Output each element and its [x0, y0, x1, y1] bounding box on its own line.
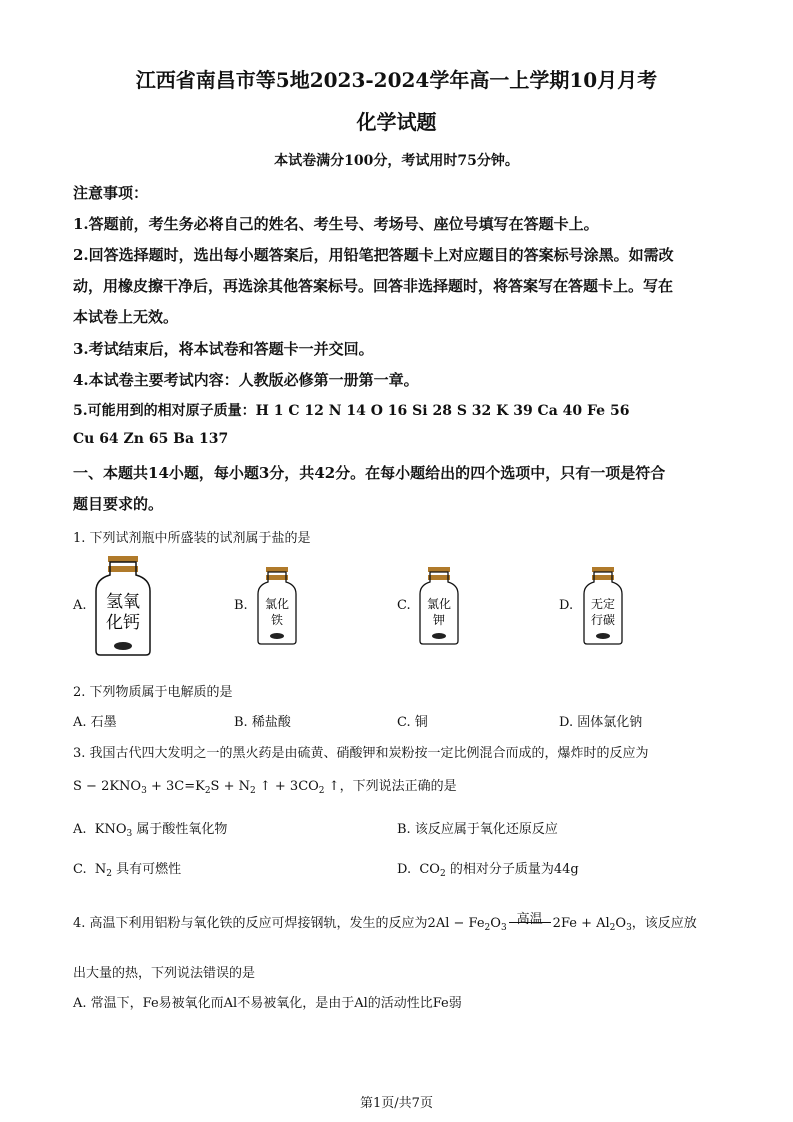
q4-option-a[interactable]: A. 常温下，Fe易被氧化而Al不易被氧化，是由于Al的活动性比Fe弱	[73, 996, 462, 1011]
q3-option-d[interactable]: D. $CO_2$ 的相对分子质量为44g	[397, 862, 579, 879]
q3-stem: 3. 我国古代四大发明之一的黑火药是由硫黄、硝酸钾和炭粉按一定比例混合而成的，爆炸时的反应为	[73, 746, 649, 761]
note-line: 1.答题前，考生务必将自己的姓名、考生号、考场号、座位号填写在答题卡上。	[73, 215, 599, 233]
note-line: 本试卷上无效。	[73, 308, 179, 326]
q4-stem-cont: 出大量的热，下列说法错误的是	[73, 966, 256, 981]
q1-option-b-bottle-icon[interactable]	[256, 566, 298, 646]
q1-option-a-bottle-icon[interactable]	[94, 555, 152, 657]
q3-equation: $S - 2KNO_3 + 3C=K_2S + N_2$ ↑ + $3CO_2$ ↑	[73, 779, 340, 796]
q1-option-d-text2: 行碳	[590, 613, 616, 627]
q3-option-c[interactable]: C. $N_2$ 具有可燃性	[73, 862, 182, 879]
exam-title: 江西省南昌市等5地2023-2024学年高一上学期10月月考	[135, 68, 658, 92]
q3-equation-line	[73, 775, 457, 796]
q3-option-a[interactable]: A. $KNO_3$ 属于酸性氧化物	[73, 822, 228, 839]
q1-option-b-text2: 铁	[270, 613, 284, 627]
q2-stem: 2. 下列物质属于电解质的是	[73, 685, 233, 700]
note-line: 3.考试结束后，将本试卷和答题卡一并交回。	[73, 340, 374, 358]
q1-stem: 1. 下列试剂瓶中所盛装的试剂属于盐的是	[73, 531, 311, 546]
q4-stem-line	[73, 912, 697, 933]
q2-option-a[interactable]: A. 石墨	[73, 715, 117, 730]
q1-option-d-label[interactable]: D.	[559, 598, 574, 613]
note-line: 5.可能用到的相对原子质量：H 1 C 12 N 14 O 16 Si 28 S 32 K 39 Ca 40 Fe 56	[73, 403, 630, 419]
q1-option-c-text2: 钾	[432, 613, 446, 627]
q1-option-a-text2: 化钙	[106, 613, 140, 633]
note-line: 4.本试卷主要考试内容：人教版必修第一册第一章。	[73, 371, 419, 389]
notes-heading: 注意事项：	[73, 184, 149, 202]
q1-option-b-text1: 氯化	[264, 597, 290, 611]
q1-option-b-label[interactable]: B.	[234, 598, 248, 613]
note-line: 2.回答选择题时，选出每小题答案后，用铅笔把答题卡上对应题目的答案标号涂黑。如需改	[73, 246, 674, 264]
section-heading: 一、本题共14小题，每小题3分，共42分。在每小题给出的四个选项中，只有一项是符合	[73, 464, 666, 482]
exam-info: 本试卷满分100分，考试用时75分钟。	[274, 153, 519, 169]
note-line: 动，用橡皮擦干净后，再选涂其他答案标号。回答非选择题时，将答案写在答题卡上。写在	[73, 277, 674, 295]
q1-option-c-label[interactable]: C.	[397, 598, 411, 613]
q3-formula-co2: $CO_2$	[419, 862, 446, 879]
q1-option-c-text1: 氯化	[426, 597, 452, 611]
q2-option-d[interactable]: D. 固体氯化钠	[559, 715, 643, 730]
q3-formula-n2: $N_2$	[94, 862, 112, 879]
note-line: Cu 64 Zn 65 Ba 137	[73, 431, 229, 447]
q4-equation: $2Al - Fe_2O_3$ 高温 $2Fe + Al_2O_3$	[428, 916, 632, 933]
q1-option-a-text1: 氢氧	[106, 592, 140, 612]
q4-condition: 高温	[516, 912, 543, 927]
q1-option-d-text1: 无定	[590, 597, 616, 611]
page-number: 第1页/共7页	[360, 1096, 433, 1111]
exam-subtitle: 化学试题	[356, 110, 437, 134]
q4-stem-tail: ，该反应放	[631, 916, 697, 931]
section-heading-cont: 题目要求的。	[73, 495, 164, 513]
q1-option-d-bottle-icon[interactable]	[582, 566, 624, 646]
q1-option-a-label[interactable]: A.	[73, 598, 87, 613]
q2-option-c[interactable]: C. 铜	[397, 715, 428, 730]
q1-option-c-bottle-icon[interactable]	[418, 566, 460, 646]
q3-option-b[interactable]: B. 该反应属于氧化还原反应	[397, 822, 558, 837]
q2-option-b[interactable]: B. 稀盐酸	[234, 715, 291, 730]
q4-stem: 4. 高温下利用铝粉与氧化铁的反应可焊接钢轨，发生的反应为	[73, 916, 428, 931]
q3-stem-tail: ，下列说法正确的是	[339, 779, 457, 794]
q3-formula-kno3: $KNO_3$	[94, 822, 133, 839]
